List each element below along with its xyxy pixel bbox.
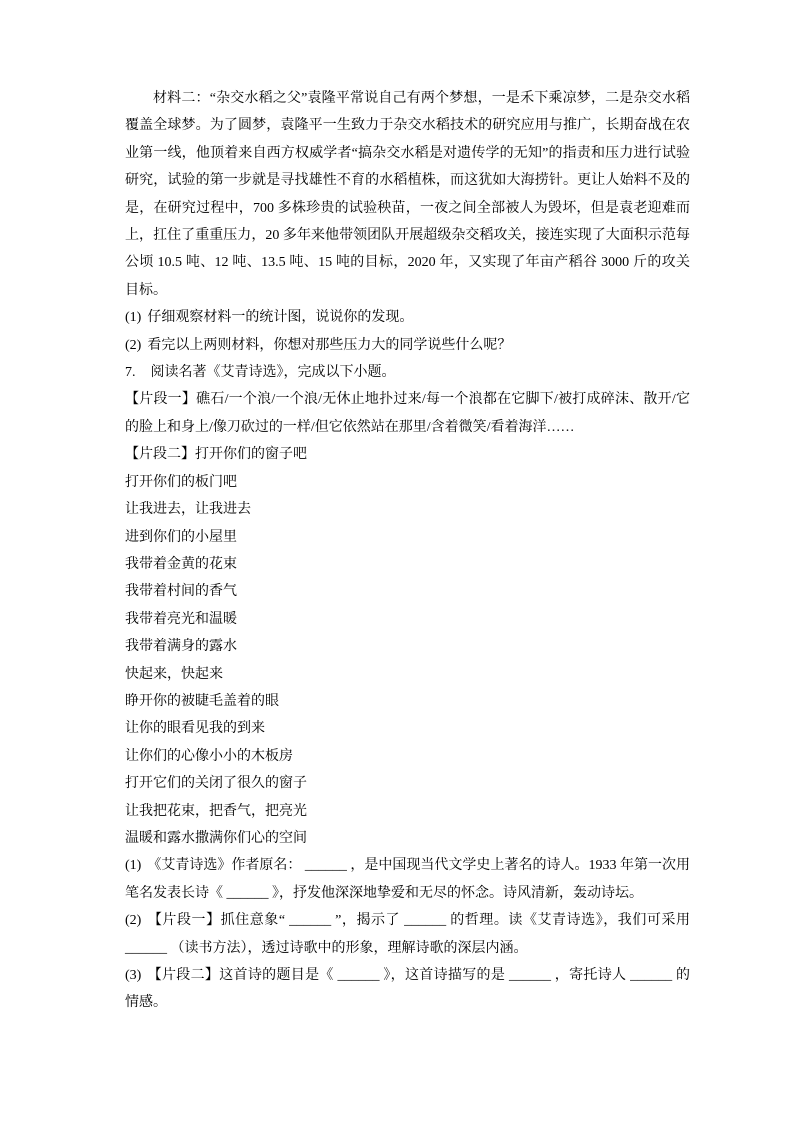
sub-question-1-text: 《艾青诗选》作者原名： ______ ，是中国现当代文学史上著名的诗人。1933 年第一次用笔名发表长诗《 ______ 》，抒发他深深地挚爱和无尽的怀念。诗风清新，轰动诗坛。 <box>125 858 690 901</box>
material-question-1-number: (1) <box>125 310 142 326</box>
sub-question-3 <box>125 962 690 1017</box>
poem-line: 温暖和露水撒满你们心的空间 <box>125 830 307 846</box>
question-7-number: 7. <box>125 365 136 381</box>
sub-question-3-text: 【片段二】这首诗的题目是《 ______ 》，这首诗描写的是 ______ ，寄托诗人 ______ 的情感。 <box>125 968 690 1011</box>
poem-line: 我带着满身的露水 <box>125 639 237 655</box>
poem-line: 我带着亮光和温暖 <box>125 611 237 627</box>
poem-line: 我带着村间的香气 <box>125 584 237 600</box>
question-7-heading <box>125 359 690 386</box>
material-question-2 <box>125 332 690 359</box>
poem-line: 我带着金黄的花束 <box>125 556 237 572</box>
material-question-1 <box>125 304 690 331</box>
poem-line: 让你们的心像小小的木板房 <box>125 748 293 764</box>
material-question-2-text: 看完以上两则材料，你想对那些压力大的同学说些什么呢？ <box>147 337 512 353</box>
poem-line: 打开你们的板门吧 <box>125 474 237 490</box>
sub-question-2-number: (2) <box>125 913 142 929</box>
poem-line: 让你的眼看见我的到来 <box>125 721 265 737</box>
fragment-two-intro-line: 【片段二】打开你们的窗子吧 <box>125 447 307 463</box>
poem-line: 进到你们的小屋里 <box>125 529 237 545</box>
poem-line: 快起来，快起来 <box>125 666 223 682</box>
fragment-one-paragraph: 【片段一】礁石/一个浪/一个浪/无休止地扑过来/每一个浪都在它脚下/被打成碎沫、散开/它的脸上和身上/像刀砍过的一样/但它依然站在那里/含着微笑/看着海洋…… <box>125 392 690 435</box>
poem-line: 睁开你的被睫毛盖着的眼 <box>125 693 279 709</box>
material-two-paragraph: 材料二：“杂交水稻之父”袁隆平常说自己有两个梦想，一是禾下乘凉梦，二是杂交水稻覆盖全球梦。为了圆梦，袁隆平一生致力于杂交水稻技术的研究应用与推广，长期奋战在农业第一线，他顶着来自西方权威学者“搞杂交水稻是对遗传学的无知”的指责和压力进行试验研究，试验的第一步就是寻找雄性不育的水稻植株，而这犹如大海捞针。更让人始料不及的是，在研究过程中，700 多株珍贵的试验秧苗，一夜之间全部被人为毁坏，但是袁老迎难而上，扛住了重重压力，20 多年来他带领团队开展超级杂交稻攻关，接连实现了大面积示范每公顷 10.5 吨、12 吨、13.5 吨、15 吨的目标，2020 年，又实现了年亩产稻谷 3000 斤的攻关目标。 <box>125 91 690 298</box>
sub-question-3-number: (3) <box>125 968 142 983</box>
poem-line: 让我把花束，把香气，把亮光 <box>125 803 307 819</box>
material-question-2-number: (2) <box>125 337 142 353</box>
material-question-1-text: 仔细观察材料一的统计图，说说你的发现。 <box>147 310 414 326</box>
poem-line: 让我进去，让我进去 <box>125 502 251 518</box>
sub-question-2-text: 【片段一】抓住意象“ ______ ”，揭示了 ______ 的哲理。读《艾青诗选》，我们可采用 ______ （读书方法），透过诗歌中的形象，理解诗歌的深层内涵。 <box>125 913 690 956</box>
sub-question-2 <box>125 907 690 962</box>
sub-question-1-number: (1) <box>125 858 142 874</box>
question-7-title: 阅读名著《艾青诗选》，完成以下小题。 <box>150 365 396 381</box>
sub-question-1 <box>125 852 690 907</box>
poem-line: 打开它们的关闭了很久的窗子 <box>125 776 307 792</box>
